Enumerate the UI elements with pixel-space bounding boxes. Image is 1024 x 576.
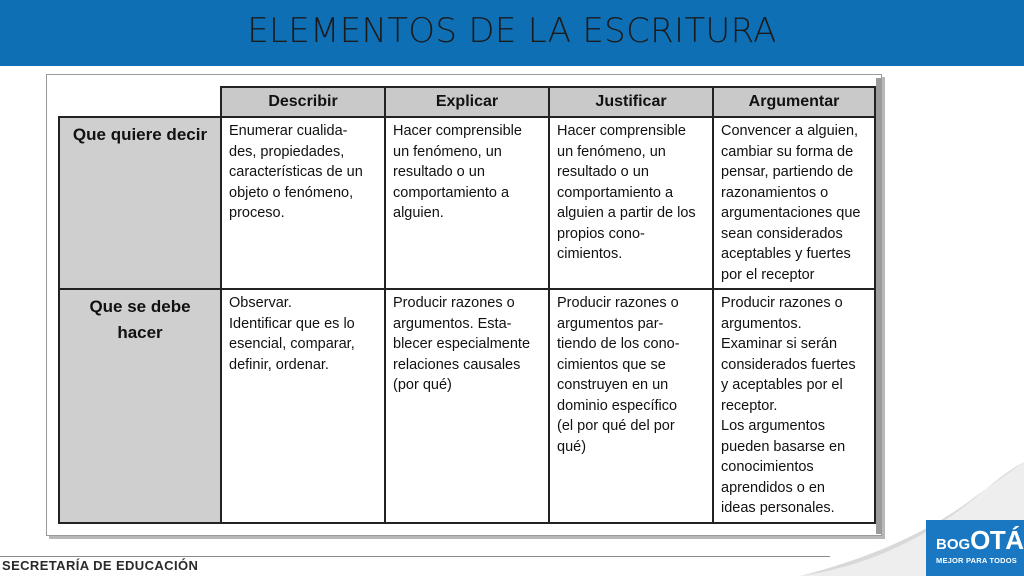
bogota-logo	[926, 520, 1024, 576]
table-cell: Hacer comprensible un fenómeno, un resultado o un comportamiento a alguien.	[385, 117, 549, 289]
logo-prefix: BOG	[936, 536, 971, 553]
table-corner-cell	[59, 87, 221, 117]
row-header: Que se debe hacer	[59, 289, 221, 523]
table-cell: Producir razones o argumentos. Esta- blecer especialmente relaciones causales (por qué)	[385, 289, 549, 523]
column-header: Justificar	[549, 87, 713, 117]
table-cell: Convencer a alguien, cambiar su forma de pensar, partiendo de razonamientos o argumentaciones que sean considerados aceptables y fuertes por el receptor	[713, 117, 875, 289]
table-header-row	[59, 87, 875, 117]
row-header: Que quiere decir	[59, 117, 221, 289]
writing-elements-table	[58, 86, 876, 524]
table-row	[59, 117, 875, 289]
column-header: Describir	[221, 87, 385, 117]
slide-title: ELEMENTOS DE LA ESCRITURA	[247, 11, 777, 51]
column-header: Explicar	[385, 87, 549, 117]
column-header: Argumentar	[713, 87, 875, 117]
table-cell: Producir razones o argumentos. Examinar si serán considerados fuertes y aceptables por el receptor. Los argumentos pueden basarse en conocimientos aprendidos o en ideas personales.	[713, 289, 875, 523]
table-cell: Producir razones o argumentos par- tiendo de los cono- cimientos que se construyen en un dominio específico (el por qué del por qué)	[549, 289, 713, 523]
table-cell: Hacer comprensible un fenómeno, un resultado o un comportamiento a alguien a partir de los propios cono- cimientos.	[549, 117, 713, 289]
table-row	[59, 289, 875, 523]
table-cell: Observar. Identificar que es lo esencial, comparar, definir, ordenar.	[221, 289, 385, 523]
table-cell: Enumerar cualida- des, propiedades, características de un objeto o fenómeno, proceso.	[221, 117, 385, 289]
logo-suffix: OTÁ	[970, 525, 1024, 555]
footer-organization: SECRETARÍA DE EDUCACIÓN	[2, 558, 199, 573]
footer-divider	[0, 556, 830, 557]
logo-tagline: MEJOR PARA TODOS	[936, 556, 1017, 565]
logo-wordmark	[936, 526, 1024, 559]
